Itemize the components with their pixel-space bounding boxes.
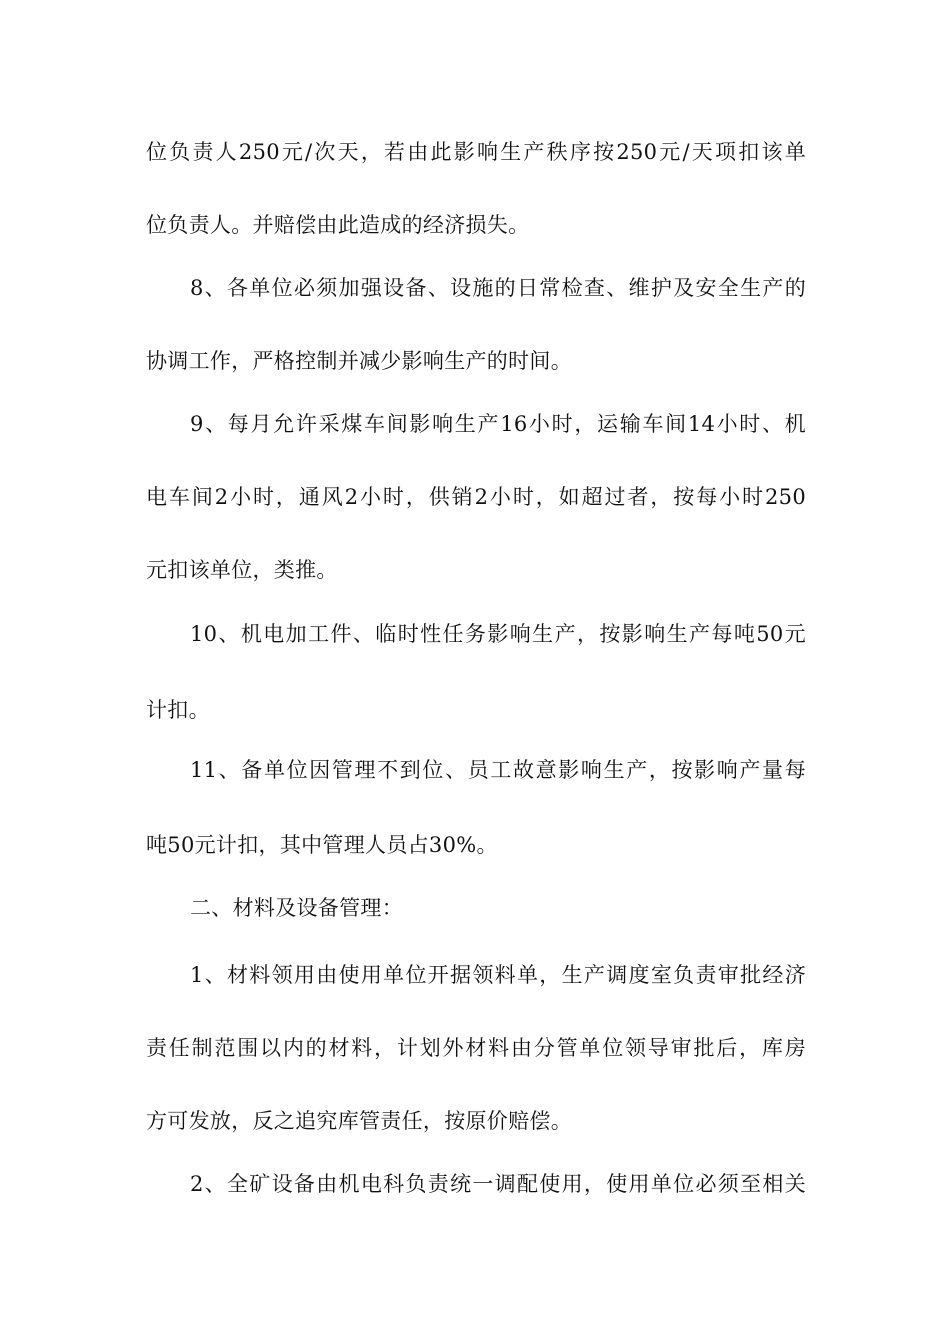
paragraph-9-line-2: 电车间2小时，通风2小时，供销2小时，如超过者，按每小时250	[146, 485, 806, 509]
paragraph-10-line-1: 10、机电加工件、临时性任务影响生产，按影响生产每吨50元	[190, 622, 806, 646]
paragraph-m2-line-1: 2、全矿设备由机电科负责统一调配使用，使用单位必须至相关	[190, 1172, 806, 1196]
paragraph-8-line-2: 协调工作，严格控制并减少影响生产的时间。	[146, 349, 572, 373]
paragraph-11-line-1: 11、备单位因管理不到位、员工故意影响生产，按影响产量每	[190, 758, 806, 782]
paragraph-m1-line-3: 方可发放，反之追究库管责任，按原价赔偿。	[146, 1109, 572, 1133]
section-heading-materials: 二、材料及设备管理：	[190, 896, 403, 920]
paragraph-m1-line-2: 责任制范围以内的材料，计划外材料由分管单位领导审批后，库房	[146, 1036, 806, 1060]
paragraph-9-line-1: 9、每月允许采煤车间影响生产16小时，运输车间14小时、机	[190, 412, 806, 436]
paragraph-9-line-3: 元扣该单位，类推。	[146, 558, 338, 582]
paragraph-11-line-2: 吨50元计扣，其中管理人员占30%。	[146, 833, 498, 857]
paragraph-8-line-1: 8、各单位必须加强设备、设施的日常检查、维护及安全生产的	[190, 276, 806, 300]
paragraph-m1-line-1: 1、材料领用由使用单位开据领料单，生产调度室负责审批经济	[190, 963, 806, 987]
text-line-1: 位负责人250元/次天，若由此影响生产秩序按250元/天项扣该单	[146, 140, 806, 164]
text-line-2: 位负责人。并赔偿由此造成的经济损失。	[146, 213, 530, 237]
paragraph-10-line-2: 计扣。	[146, 698, 210, 722]
